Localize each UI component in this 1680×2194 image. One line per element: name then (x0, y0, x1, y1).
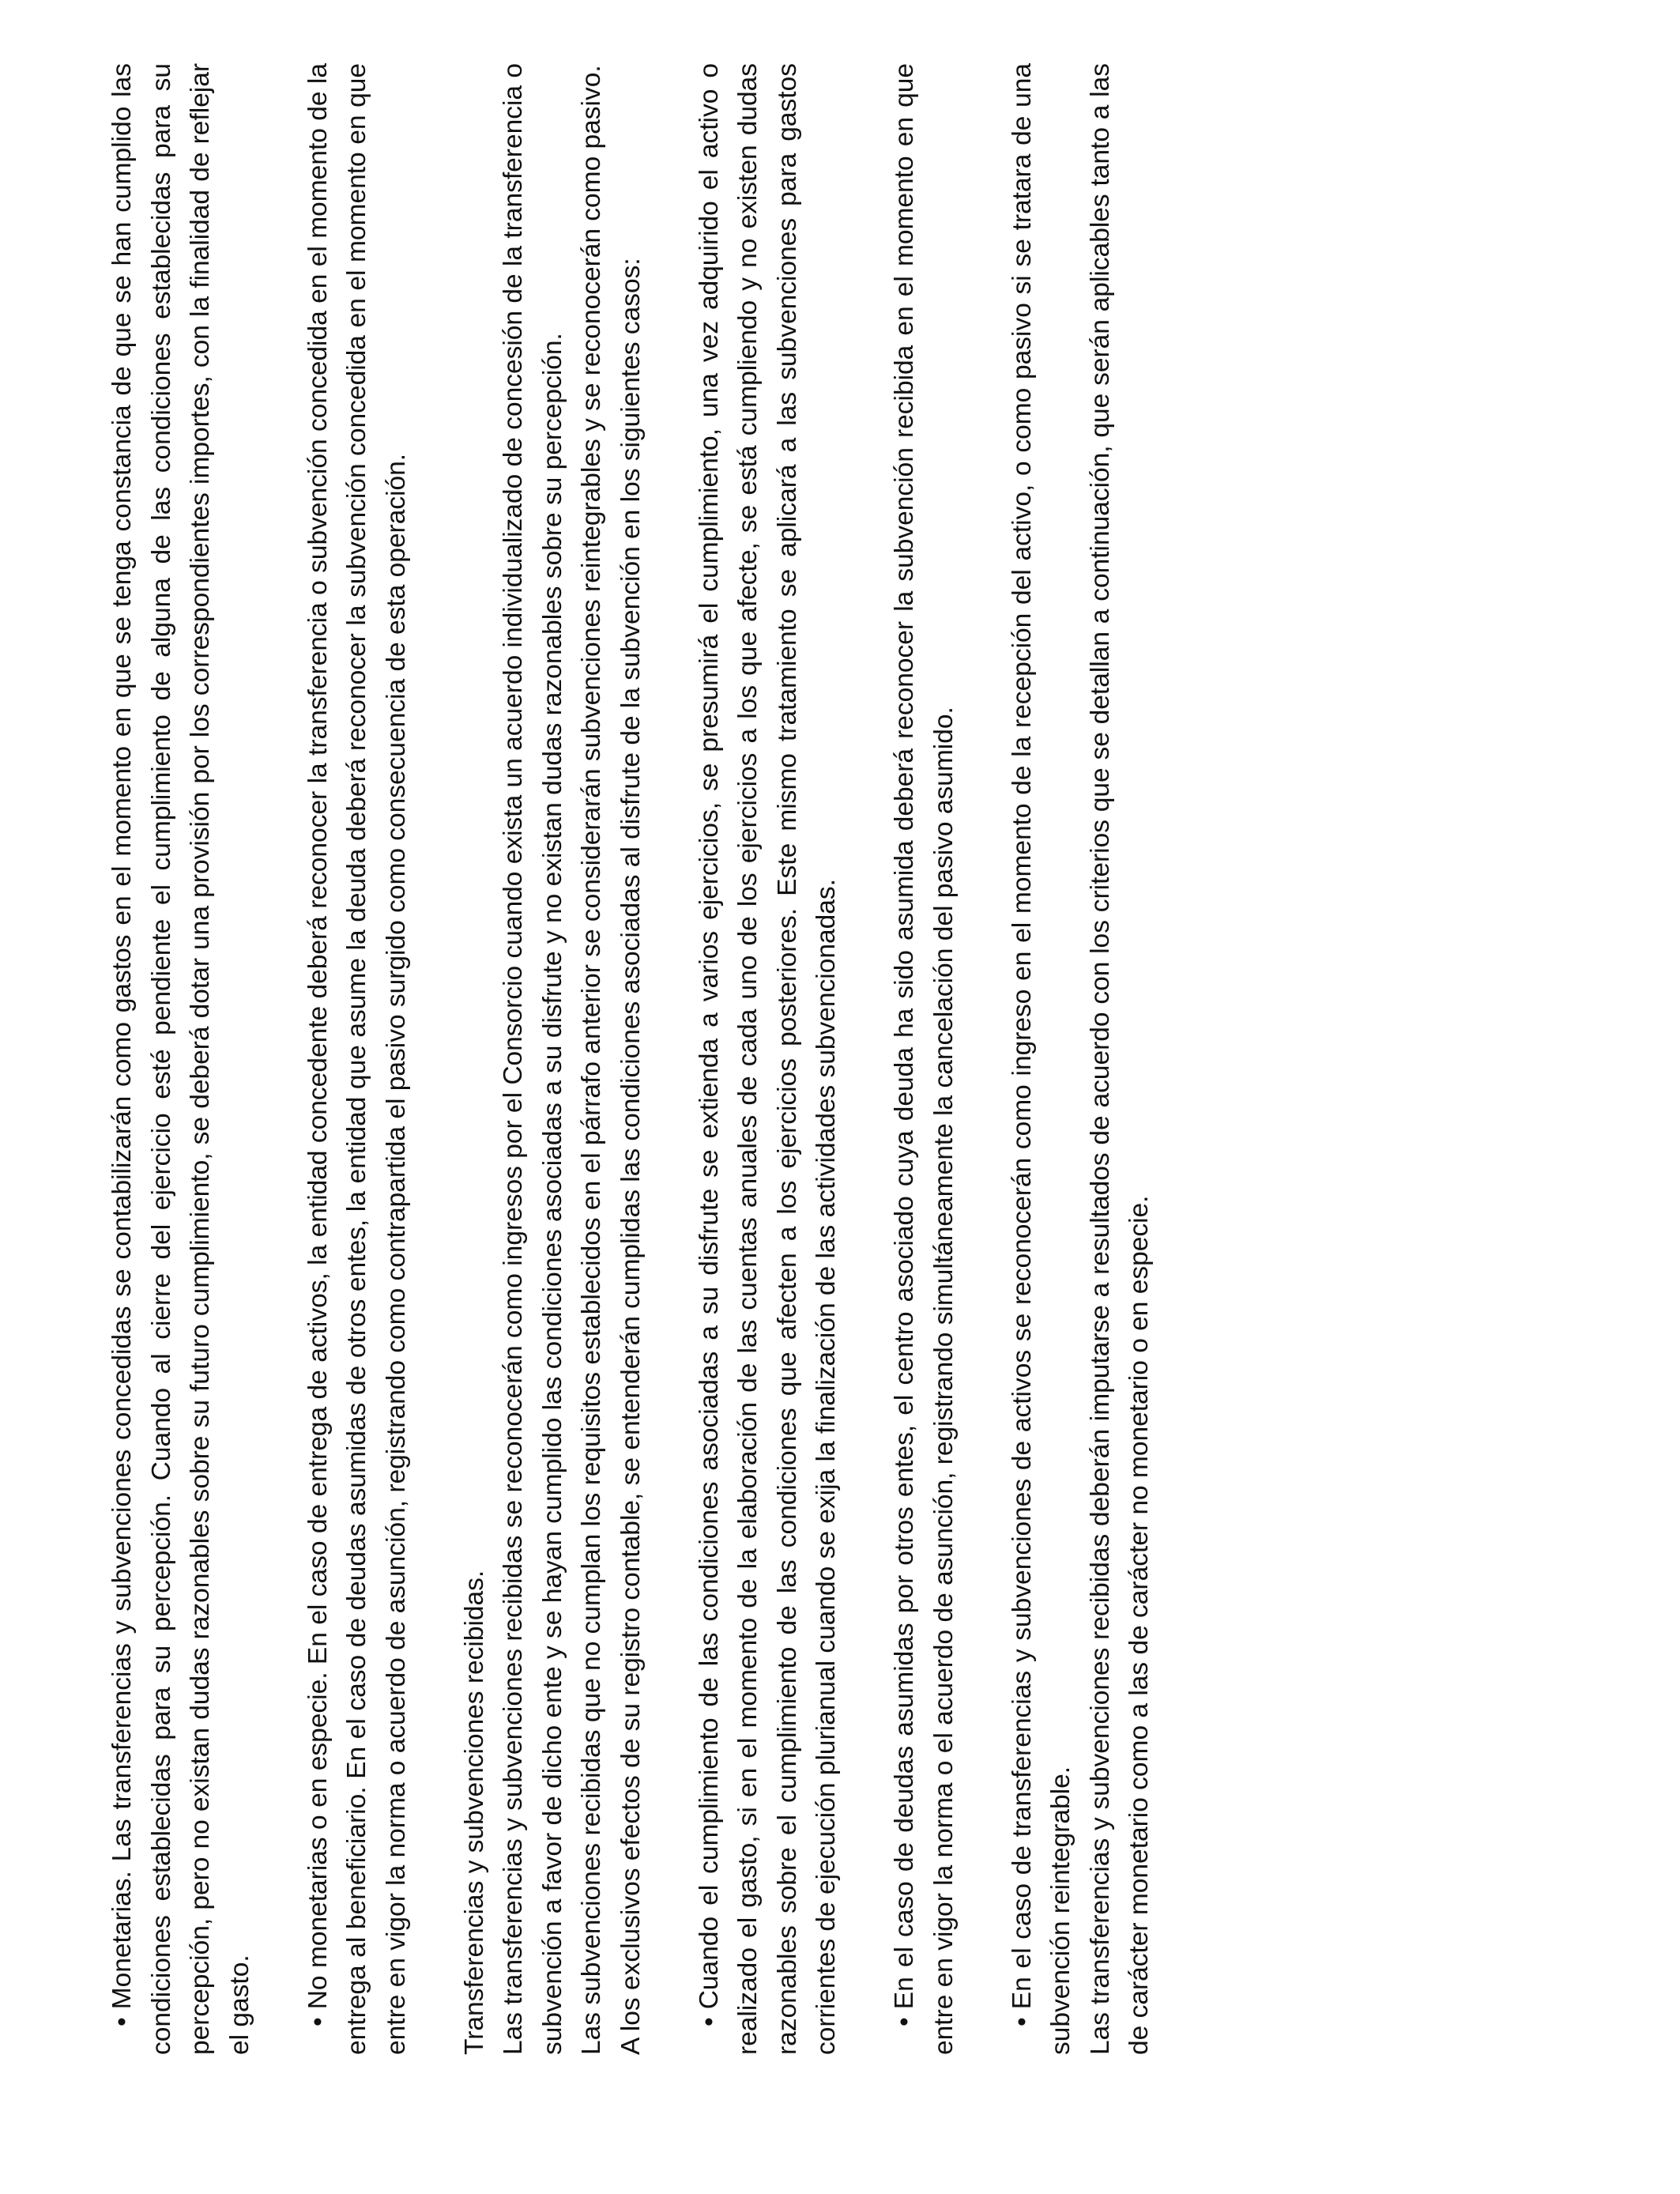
paragraph-final: Las transferencias y subvenciones recibidas deberán imputarse a resultados de acuerdo con los criterios que se detallan a continuación, que serán aplicables tanto a las de carácter monetario como a las de carácter no monetario o en especie. (1085, 63, 1154, 2055)
paragraph-text: No monetarias o en especie. En el caso de entrega de activos, la entidad concedente deberá reconocer la transferencia o subvención concedida en el momento de la entrega al beneficiario. En el caso de deudas asumidas de otros entes, la entidad que asume la deuda deberá reconocer la subvención concedida en el momento en que entre en vigor la norma o acuerdo de asunción, registrando como contrapartida el pasivo surgido como consecuencia de esta operación. (303, 63, 411, 2055)
paragraph-recibidas-3: A los exclusivos efectos de su registro contable, se entenderán cumplidas las condiciones asociadas al disfrute de la subvención en los siguientes casos: (616, 258, 646, 2055)
paragraph-recibidas-1: Las transferencias y subvenciones recibidas se reconocerán como ingresos por el Consorcio cuando exista un acuerdo individualizado de concesión de la transferencia o subvención a favor de dicho ente y se hayan cumplido las condiciones asociadas a su disfrute y no existan dudas razonables sobre su percepción. (499, 63, 567, 2055)
paragraph-text: Monetarias. Las transferencias y subvenciones concedidas se contabilizarán como gastos en el momento en que se tenga constancia de que se han cumplido las condiciones establecidas para su percepción. Cuando al cierre del ejercicio esté pendiente el cumplimiento de alguna de las condiciones establecidas para su percepción, pero no existan dudas razonables sobre su futuro cumplimiento, se deberá dotar una provisión por los correspondientes importes, con la finalidad de reflejar el gasto. (107, 63, 254, 2055)
paragraph-no-monetarias (299, 63, 416, 2055)
paragraph-caso-3 (1003, 63, 1081, 2055)
paragraph-caso-2 (885, 63, 963, 2055)
section-heading-recibidas: Transferencias y subvenciones recibidas. (459, 1570, 489, 2055)
document-page (103, 63, 1399, 2055)
bullet: • (890, 2017, 919, 2026)
paragraph-text: Cuando el cumplimiento de las condiciones asociadas a su disfrute se extienda a varios ejercicios, se presumirá el cumplimiento, una vez adquirido el activo o realizado el gasto, si en el momento de la elaboración de las cuentas anuales de cada uno de los ejercicios a los que afecte, se está cumpliendo y no existen dudas razonables sobre el cumplimiento de las condiciones que afecten a los ejercicios posteriores. Este mismo tratamiento se aplicará a las subvenciones para gastos corrientes de ejecución plurianual cuando se exija la finalización de las actividades subvencionadas. (694, 63, 841, 2055)
bullet: • (107, 2017, 137, 2026)
paragraph-text: En el caso de transferencias y subvenciones de activos se reconocerán como ingreso en el momento de la recepción del activo, o como pasivo si se tratara de una subvención reintegrable. (1007, 63, 1075, 2055)
paragraph-caso-1 (690, 63, 846, 2055)
paragraph-text: En el caso de deudas asumidas por otros entes, el centro asociado cuya deuda ha sido asumida deberá reconocer la subvención recibida en el momento en que entre en vigor la norma o el acuerdo de asunción, registrando simultáneamente la cancelación del pasivo asumido. (890, 63, 959, 2055)
paragraph-monetarias (103, 63, 259, 2055)
paragraph-recibidas-2: Las subvenciones recibidas que no cumplan los requisitos establecidos en el párrafo anterior se considerarán subvenciones reintegrables y se reconocerán como pasivo. (577, 65, 606, 2055)
bullet: • (1007, 2017, 1037, 2026)
bullet: • (303, 2017, 333, 2026)
bullet: • (694, 2017, 724, 2026)
